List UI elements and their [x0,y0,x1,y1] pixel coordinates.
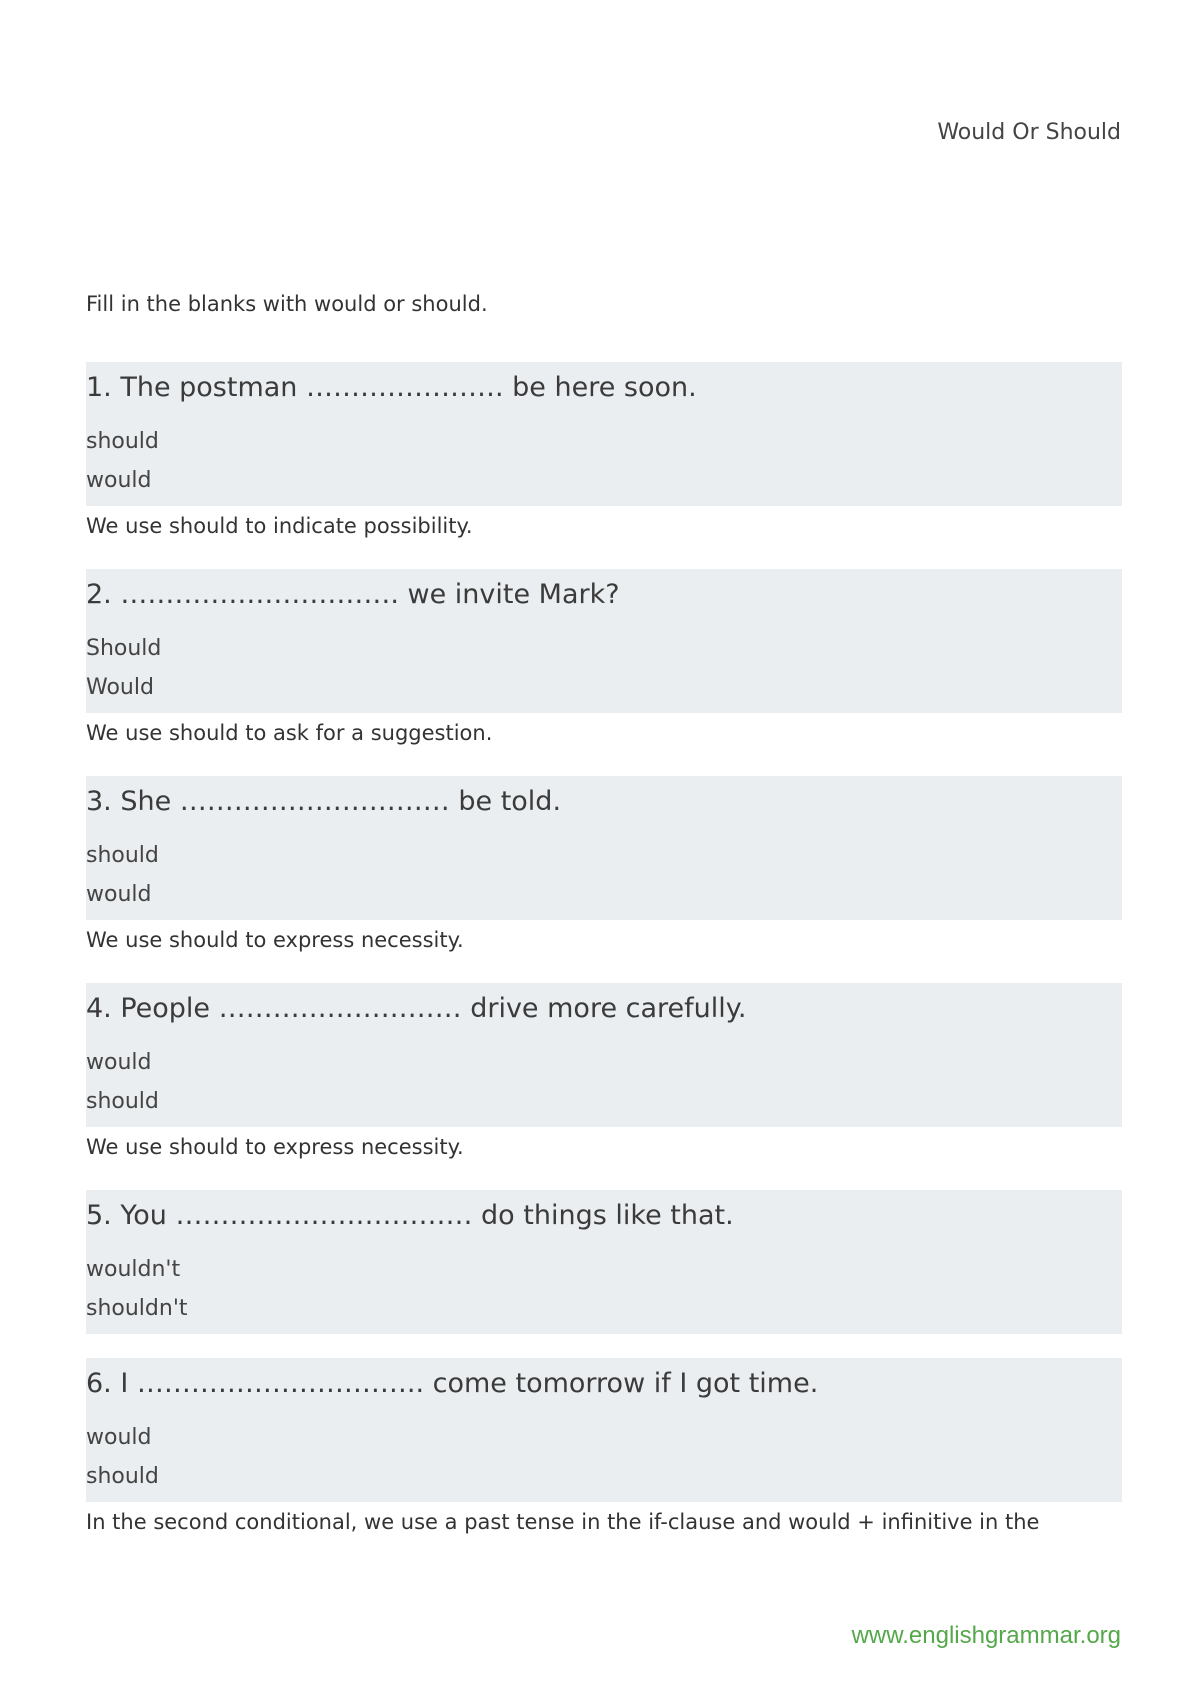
explanation: In the second conditional, we use a past tense in the if-clause and would + infinitive in the [86,1510,1040,1534]
question-list [86,362,1122,1542]
footer-website-link[interactable]: www.englishgrammar.org [851,1622,1121,1649]
question-box [86,983,1122,1127]
question-3 [86,776,1122,983]
answer-option[interactable]: would [86,468,152,493]
question-stem: 6. I ………………………….. come tomorrow if I got time. [86,1368,819,1399]
question-box [86,1190,1122,1334]
answer-option[interactable]: shouldn't [86,1296,188,1321]
answer-option[interactable]: would [86,882,152,907]
question-stem: 4. People ……………………… drive more carefully. [86,993,747,1024]
explanation: We use should to express necessity. [86,1135,464,1159]
page-title: Would Or Should [937,120,1121,145]
answer-option[interactable]: would [86,1050,152,1075]
question-stem: 1. The postman …………………. be here soon. [86,372,697,403]
answer-option[interactable]: should [86,1089,159,1114]
question-box [86,776,1122,920]
explanation: We use should to ask for a suggestion. [86,721,493,745]
question-stem: 2. …………………………. we invite Mark? [86,579,620,610]
question-2 [86,569,1122,776]
explanation: We use should to indicate possibility. [86,514,473,538]
answer-option[interactable]: wouldn't [86,1257,181,1282]
question-1 [86,362,1122,569]
question-box [86,362,1122,506]
explanation: We use should to express necessity. [86,928,464,952]
answer-option[interactable]: should [86,1464,159,1489]
question-box [86,1358,1122,1502]
question-stem: 3. She ………………………… be told. [86,786,562,817]
answer-option[interactable]: should [86,843,159,868]
answer-option[interactable]: would [86,1425,152,1450]
question-6 [86,1358,1122,1542]
question-4 [86,983,1122,1190]
answer-option[interactable]: should [86,429,159,454]
answer-option[interactable]: Would [86,675,154,700]
answer-option[interactable]: Should [86,636,162,661]
instructions: Fill in the blanks with would or should. [86,292,488,316]
question-box [86,569,1122,713]
question-5 [86,1190,1122,1358]
question-stem: 5. You …………………………… do things like that. [86,1200,734,1231]
